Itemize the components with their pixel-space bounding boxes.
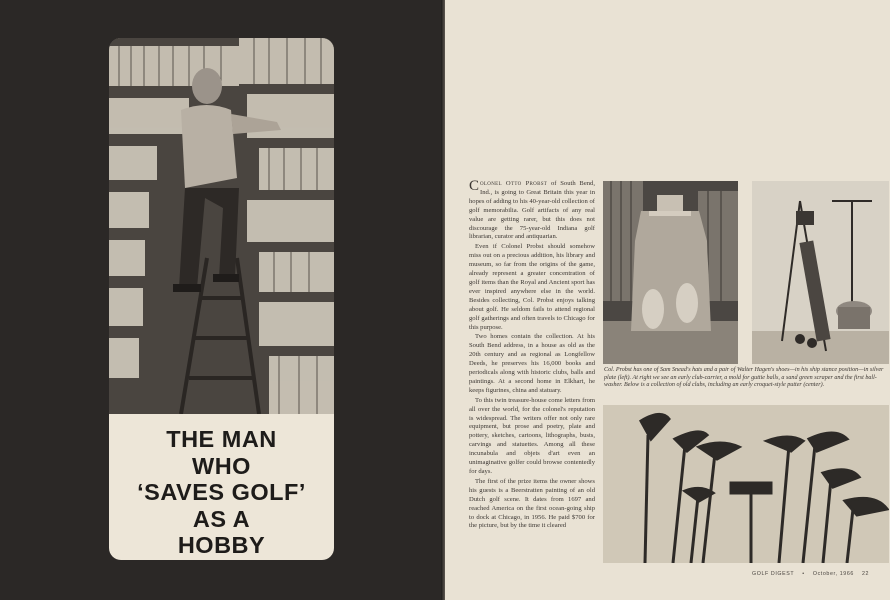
page-number: 22 bbox=[862, 571, 870, 577]
club-carrier-photo bbox=[752, 181, 889, 364]
headline-line: ‘SAVES GOLF’ bbox=[137, 479, 306, 505]
golf-clubs-illustration bbox=[603, 405, 889, 563]
old-clubs-photo bbox=[603, 405, 889, 563]
paragraph-text: of South Bend, Ind., is going to Great Britain this year in hopes of adding to his 40-year-old collection of golf memorabilia. Golf artifacts of any real value are getting rarer, but this does not discourage the 75-year-old Indiana golf librarian, curator and antiquarian. bbox=[469, 180, 595, 241]
article-body bbox=[469, 180, 595, 532]
photo-caption: Col. Probst has one of Sam Snead's hats and a pair of Walter Hagen's shoes—in his ship stance position—in silver plate (left). At right we see an early club-carrier, a mold for guttie balls, a sand green scraper and the first ball-washer. Below is a collection of old clubs, including an early croquet-style putter (center). bbox=[604, 367, 884, 389]
headline bbox=[109, 426, 334, 559]
silver-plate-photo bbox=[603, 181, 738, 364]
article-paragraph: Two homes contain the collection. At his South Bend address, in a house as old as the 20th century and as regional as Longfellow Deeds, he preserves his 16,000 books and periodicals along with historic clubs, balls and paintings. At a second home in Elkhart, he keeps figurines, china and statuary. bbox=[469, 333, 595, 394]
headline-line: THE MAN bbox=[166, 426, 277, 452]
headline-line: HOBBY bbox=[177, 532, 266, 558]
article-paragraph: To this twin treasure-house come letters from all over the world, for the colonel's reputation is widespread. The writers offer not only rare equipment, but prose and poetry, plate and pottery, sketches, cartoons, lithographs, busts, carvings and statuettes. Among all these incunabula and objets d'art even an unimaginative golfer could browse contentedly for days. bbox=[469, 396, 595, 475]
article-paragraph: Even if Colonel Probst should somehow miss out on a precious addition, his library and museum, so far from the origins of the game, already represent a greater concentration of golf items than the Royal and Ancient sport has ever inspired anywhere else in the world. Besides collecting, Col. Probst enjoys talking about golf. He seldom fails to attend regional golf gatherings and often travels to Chicago for this purpose. bbox=[469, 243, 595, 331]
article-paragraph bbox=[469, 180, 595, 242]
issue-date: October, 1966 bbox=[812, 571, 854, 577]
headline-line: WHO bbox=[192, 452, 251, 479]
club-carrier-illustration bbox=[752, 181, 889, 364]
page-footer bbox=[752, 571, 875, 577]
footer-bullet: • bbox=[802, 571, 805, 577]
man-on-ladder-illustration bbox=[109, 38, 334, 414]
magazine-name: GOLF DIGEST bbox=[752, 571, 795, 577]
lead-in: olonel Otto Probst bbox=[480, 180, 548, 187]
portrait-photo bbox=[109, 38, 334, 414]
drop-cap: C bbox=[469, 178, 480, 194]
silver-hat-shoes-illustration bbox=[603, 181, 738, 364]
headline-line: AS A bbox=[192, 505, 251, 532]
headline-card bbox=[109, 38, 334, 560]
article-paragraph: The first of the prize items the owner shows his guests is a Beerstratten painting of an old Dutch golf scene. It dates from 1697 and reached America on the first ocean-going ship to dock at Chicago, in 1956. He paid $700 for the picture, but by the time it cleared bbox=[469, 477, 595, 530]
